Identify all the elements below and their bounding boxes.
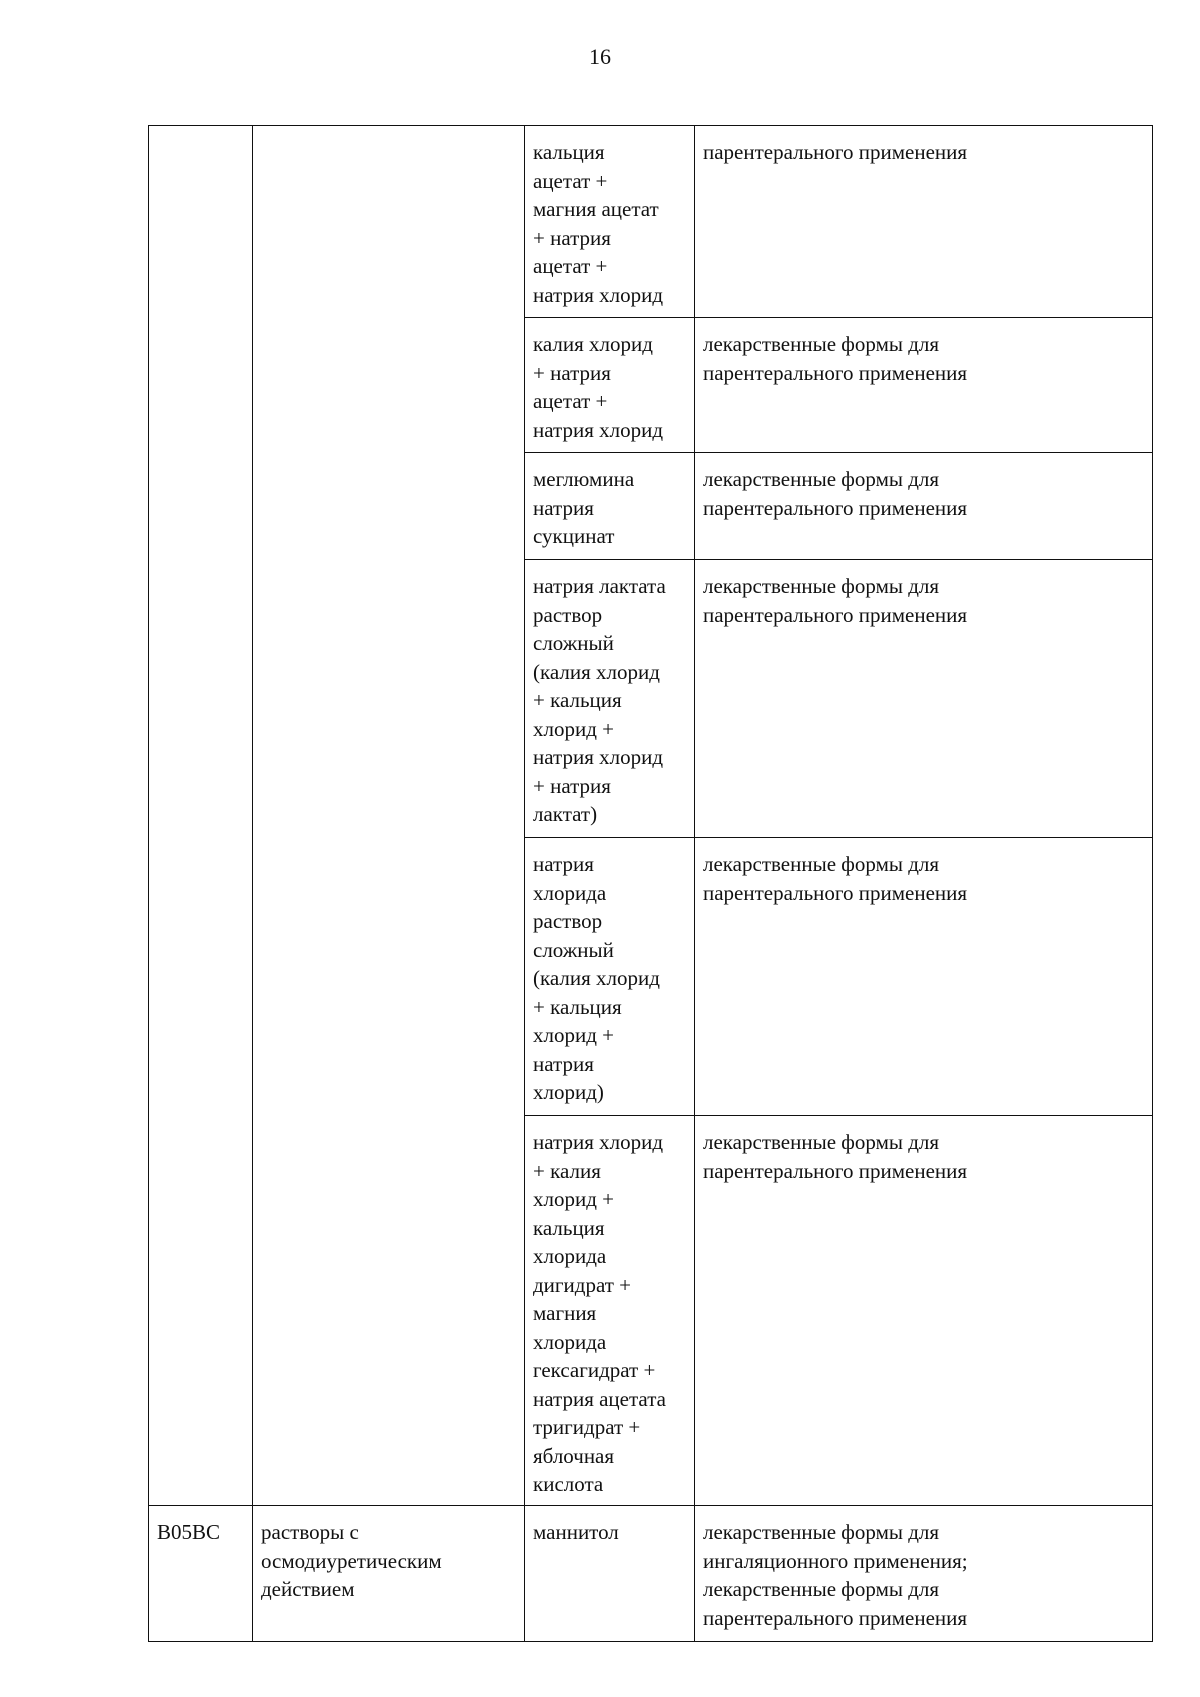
substance-cell (525, 838, 695, 1116)
cell-text-line: лактат) (533, 802, 598, 826)
cell-text-line: лекарственные формы для (703, 467, 940, 491)
cell-text-line: растворы с (261, 1520, 359, 1544)
cell-text-line: ацетат + (533, 168, 608, 193)
cell-text-line: кислота (533, 1472, 604, 1496)
page-number: 16 (589, 44, 611, 69)
cell-text-line: (калия хлорид (533, 659, 660, 684)
atc-code-cell (149, 1506, 253, 1642)
dosage-form-cell (695, 318, 1153, 453)
substance-cell (525, 560, 695, 838)
cell-text-line: тригидрат + (533, 1415, 641, 1439)
cell-text-line: + натрия (533, 225, 611, 250)
cell-text-line: натрия (533, 1051, 594, 1076)
cell-text-line: хлорид + (533, 1023, 614, 1047)
cell-text-line: дигидрат + (533, 1272, 632, 1297)
cell-text-line: раствор (533, 909, 603, 933)
cell-text-line: натрия хлорид (533, 282, 663, 307)
cell-text-line: лекарственные формы для (703, 1577, 940, 1601)
cell-text-line: меглюмина (533, 467, 635, 491)
cell-text-line: парентерального применения (703, 1605, 968, 1630)
cell-text-line: (калия хлорид (533, 966, 660, 990)
substance-cell (525, 1116, 695, 1506)
cell-text-line: осмодиуретическим (261, 1548, 442, 1573)
cell-text-line: лекарственные формы для (703, 332, 940, 356)
cell-text-line: натрия (533, 495, 594, 520)
cell-text-line: лекарственные формы для (703, 852, 940, 876)
medication-table (148, 125, 1153, 1642)
cell-text-line: + натрия (533, 773, 611, 798)
dosage-form-cell (695, 126, 1153, 318)
cell-text-line: хлорида (533, 1244, 607, 1268)
group-name-cell (253, 126, 525, 1506)
cell-text-line: сложный (533, 937, 614, 962)
cell-text-line: магния (533, 1301, 597, 1325)
cell-text-line: B05BC (157, 1520, 221, 1544)
cell-text-line: кальция (533, 140, 605, 164)
cell-text-line: парентерального применения (703, 140, 968, 164)
cell-text-line: хлорида (533, 1329, 607, 1354)
table-row (149, 1506, 1153, 1642)
substance-cell (525, 318, 695, 453)
cell-text-line: натрия хлорид (533, 745, 663, 769)
substance-cell (525, 1506, 695, 1642)
cell-text-line: парентерального применения (703, 360, 968, 385)
cell-text-line: магния ацетат (533, 197, 659, 221)
dosage-form-cell (695, 453, 1153, 560)
cell-text-line: действием (261, 1577, 355, 1601)
cell-text-line: + натрия (533, 360, 611, 385)
cell-text-line: натрия хлорид (533, 417, 663, 442)
substance-cell (525, 453, 695, 560)
cell-text-line: сложный (533, 631, 614, 655)
cell-text-line: лекарственные формы для (703, 1130, 940, 1154)
substance-cell (525, 126, 695, 318)
cell-text-line: натрия лактата (533, 574, 666, 598)
cell-text-line: ингаляционного применения; (703, 1548, 968, 1573)
cell-text-line: + кальция (533, 994, 622, 1019)
cell-text-line: парентерального применения (703, 602, 968, 627)
cell-text-line: раствор (533, 602, 603, 627)
dosage-form-cell (695, 838, 1153, 1116)
cell-text-line: лекарственные формы для (703, 1520, 940, 1544)
cell-text-line: яблочная (533, 1443, 615, 1468)
cell-text-line: маннитол (533, 1520, 619, 1544)
cell-text-line: + кальция (533, 688, 622, 712)
dosage-form-cell (695, 560, 1153, 838)
cell-text-line: парентерального применения (703, 1158, 968, 1183)
cell-text-line: кальция (533, 1215, 605, 1240)
cell-text-line: сукцинат (533, 524, 615, 548)
table-body (149, 126, 1153, 1642)
cell-text-line: гексагидрат + (533, 1358, 656, 1382)
cell-text-line: хлорид + (533, 716, 614, 741)
cell-text-line: хлорид) (533, 1080, 604, 1104)
cell-text-line: парентерального применения (703, 495, 968, 520)
cell-text-line: ацетат + (533, 389, 608, 413)
cell-text-line: ацетат + (533, 254, 608, 278)
group-name-cell (253, 1506, 525, 1642)
atc-code-cell (149, 126, 253, 1506)
dosage-form-cell (695, 1116, 1153, 1506)
cell-text-line: хлорида (533, 880, 607, 905)
cell-text-line: натрия (533, 852, 594, 876)
cell-text-line: калия хлорид (533, 332, 653, 356)
cell-text-line: парентерального применения (703, 880, 968, 905)
table-row (149, 126, 1153, 318)
cell-text-line: натрия ацетата (533, 1386, 666, 1411)
dosage-form-cell (695, 1506, 1153, 1642)
cell-text-line: хлорид + (533, 1187, 614, 1211)
cell-text-line: натрия хлорид (533, 1130, 663, 1154)
cell-text-line: + калия (533, 1158, 601, 1183)
cell-text-line: лекарственные формы для (703, 574, 940, 598)
